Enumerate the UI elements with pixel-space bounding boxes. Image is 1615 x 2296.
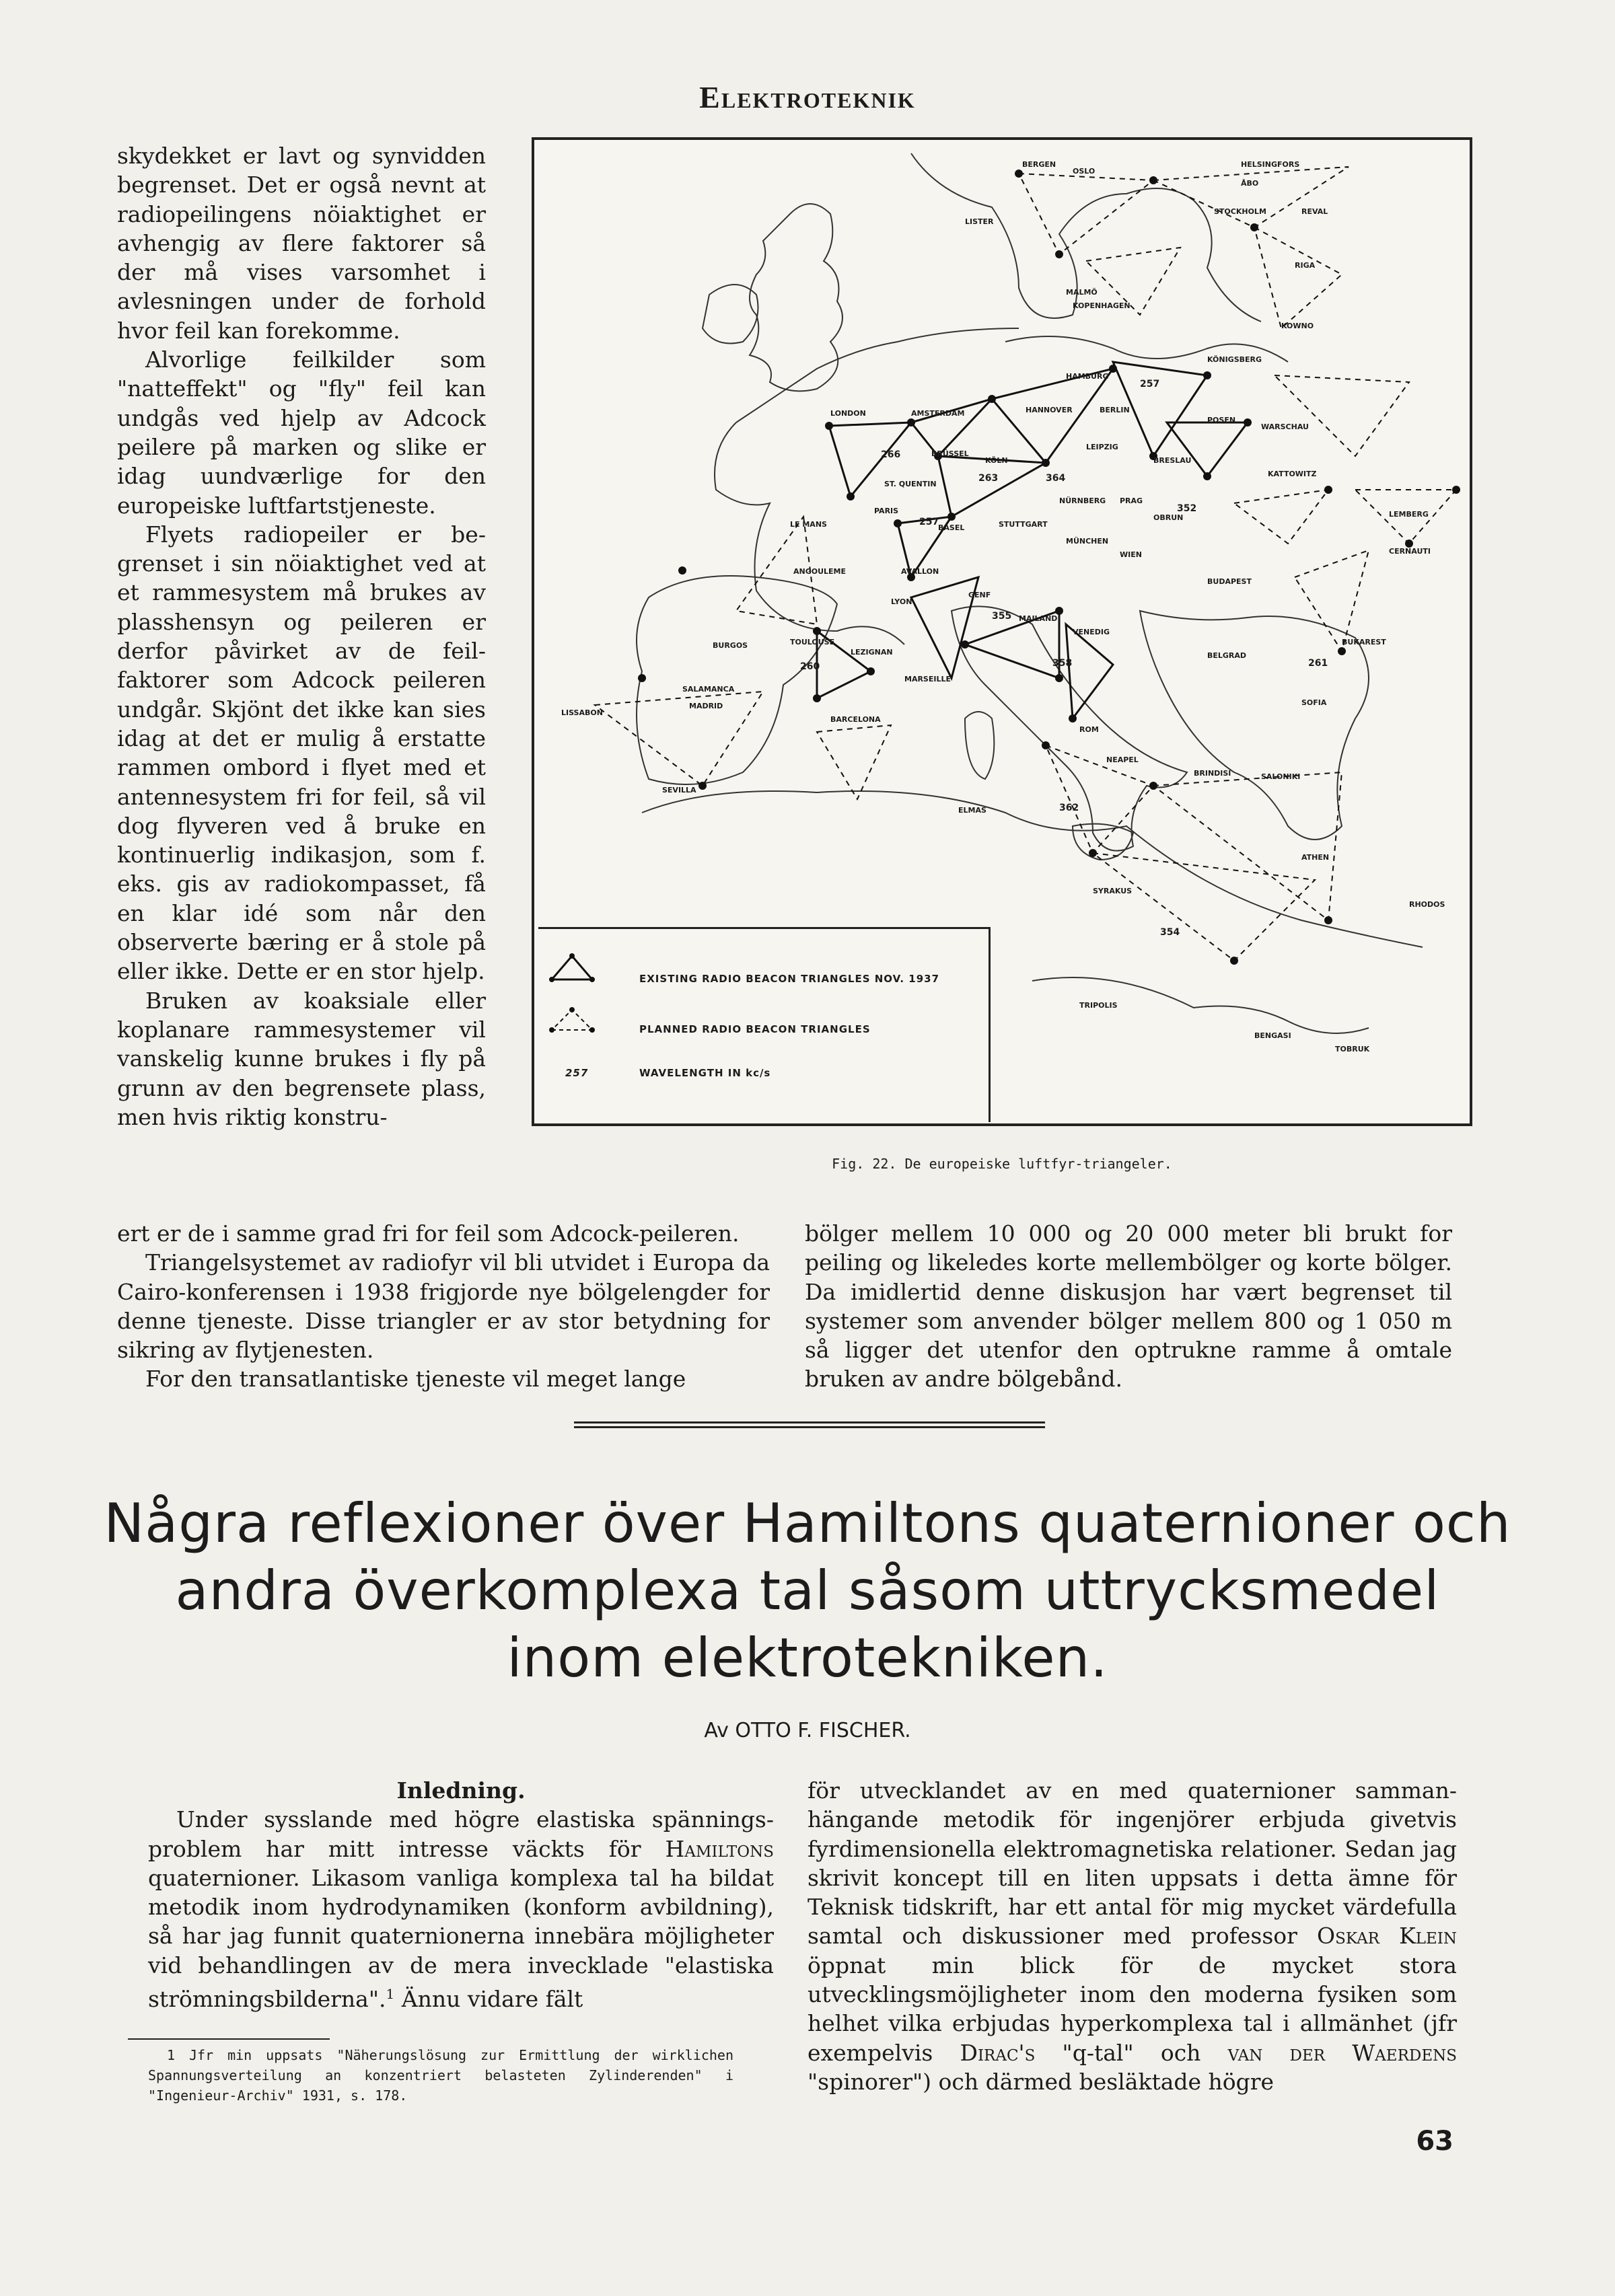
map-label-place: ROM xyxy=(1079,725,1099,734)
paragraph: Alvorlige feilkilder som "natteffekt" og "fly" feil kan undgås ved hjelp av Adcock peilere på marken og slike er idag uundværlige for den europeiske luftfartstjeneste. xyxy=(117,346,486,519)
legend-wavelength-value: 257 xyxy=(565,1067,589,1079)
paragraph xyxy=(148,1805,774,2013)
coastline-africa xyxy=(642,791,1423,947)
map-label-place: OBRUN xyxy=(1153,513,1184,522)
paragraph: Flyets radiopeiler er begrenset i sin nöiaktighet ved at et rammesystem må brukes av plasshensyn og peileren er derfor påvirket av de feilfaktorer som Adcock peileren undgår. Skjönt det ikke kan sies idag at det er mulig å erstatte rammen ombord i flyet med et antennesystem fri for feil, så vil dog flyveren ved å bruke en kontinuerlig indikasjon, som f. eks. gis av radiokompasset, få en klar idé som når den observerte bæring er å stole på eller ikke. Dette er en stor hjelp. xyxy=(117,521,486,985)
footnote-rule xyxy=(128,2038,330,2040)
map-label-place: POSEN xyxy=(1207,416,1236,424)
map-label-place: BARCELONA xyxy=(830,715,881,724)
text-run: "q-tal" och xyxy=(1035,2039,1201,2066)
map-label-place: BURGOS xyxy=(713,641,748,650)
map-label-place: WIEN xyxy=(1120,550,1142,559)
map-label-place: BASEL xyxy=(938,523,965,532)
map-label-place: VENEDIG xyxy=(1073,628,1110,636)
map-label-place: MARSEILLE xyxy=(904,675,951,683)
map-label-wavelength: 261 xyxy=(1308,658,1328,669)
map-label-place: SOFIA xyxy=(1301,698,1327,707)
map-label-wavelength: 260 xyxy=(800,661,820,672)
map-label-place: ÅBO xyxy=(1241,179,1259,188)
paragraph: bölger mellem 10 000 og 20 000 meter bli brukt for peiling og likeledes korte mellembölger og korte bölger. Da imidlertid denne diskusjon har vært begrenset til systemer som anvender bölger mellem 800 og 1 050 m så ligger det utenfor den optrukne ramme å omtale bruken av andre bölgebånd. xyxy=(805,1220,1452,1393)
map-label-place: MALMÖ xyxy=(1066,288,1098,297)
legend-existing: EXISTING RADIO BEACON TRIANGLES NOV. 1937 xyxy=(639,973,939,985)
map-label-place: LYON xyxy=(891,597,912,606)
map-label-place: TOBRUK xyxy=(1335,1045,1370,1053)
text-run: Under sysslande med högre elastiska spänningsproblem har mitt intresse väckts för xyxy=(148,1806,774,1862)
map-label-place: SALONIKI xyxy=(1261,772,1301,781)
map-label-place: ATHEN xyxy=(1301,853,1330,862)
text-run: öppnat min blick för de mycket stora utvecklingsmöjligheter inom den moderna fysiken som helhet vilka erbjudas hyperkomplexa tal i allmänhet (jfr exempelvis xyxy=(808,1952,1457,2066)
map-label-place: KOPENHAGEN xyxy=(1073,301,1130,310)
map-label-place: AMSTERDAM xyxy=(911,409,965,418)
map-label-place: BELGRAD xyxy=(1207,651,1247,660)
map-label-wavelength: 266 xyxy=(881,449,901,460)
article-left-column xyxy=(148,1776,774,2013)
name-van-der-waerden: van der Waerdens xyxy=(1227,2039,1457,2066)
coastline-continent xyxy=(736,328,1019,422)
article-right-column xyxy=(808,1776,1457,2096)
title-line: Några reflexioner över Hamiltons quaternioner och xyxy=(104,1492,1511,1555)
right-bottom-column xyxy=(805,1219,1452,1394)
coastline-iberia xyxy=(637,576,837,784)
legend-symbols xyxy=(538,929,633,1117)
footnote-text: 1 Jfr min uppsats "Näherungslösung zur Ermittlung der wirklichen Spannungsverteilung an konzentriert belasteten Zylinderenden" i "Ingenieur-Archiv" 1931, s. 178. xyxy=(148,2047,733,2104)
map-label-place: LISTER xyxy=(965,217,994,226)
map-label-place: LISSABON xyxy=(561,708,603,717)
map-label-place: SYRAKUS xyxy=(1093,887,1133,895)
map-label-wavelength: 263 xyxy=(978,473,999,484)
map-label-place: WARSCHAU xyxy=(1261,422,1309,431)
map-label-place: BUKAREST xyxy=(1342,638,1386,646)
map-label-place: KOWNO xyxy=(1281,322,1314,330)
map-label-place: LEIPZIG xyxy=(1086,443,1118,451)
map-label-place: BRÜSSEL xyxy=(931,449,969,458)
left-column xyxy=(117,141,486,1132)
map-label-place: MAILAND xyxy=(1019,614,1058,623)
coastline-italy xyxy=(952,606,1187,850)
coastline-france xyxy=(715,422,904,644)
map-label-place: RIGA xyxy=(1295,261,1316,270)
map-label-place: BERLIN xyxy=(1100,406,1130,414)
map-label-place: HAMBURG xyxy=(1066,372,1109,381)
map-label-place: NEAPEL xyxy=(1106,755,1139,764)
paragraph: Triangelsystemet av radiofyr vil bli utvidet i Europa da Cairo-konferensen i 1938 frigjorde nye bölgelengder for denne tjeneste. Disse triangler er av stor betydning for sikring av flytjenesten. xyxy=(117,1249,770,1364)
legend-wavelength-text: WAVELENGTH IN kc/s xyxy=(639,1067,771,1079)
map-label-place: BERGEN xyxy=(1022,160,1056,169)
text-run: för utvecklandet av en med quaternioner sammanhängande metodik för ingenjörer erbjuda givetvis fyrdimensionella elektromagnetiska relationer. Sedan jag skrivit koncept till en liten uppsats i detta ämne för Teknisk tidskrift, har ett antal för mig mycket värdefulla samtal och diskussioner med professor xyxy=(808,1777,1457,1950)
map-label-wavelength: 354 xyxy=(1160,927,1180,938)
name-klein: Oskar Klein xyxy=(1317,1923,1457,1950)
paragraph xyxy=(808,1776,1457,2096)
paragraph: skydekket er lavt og synvidden begrenset. Det er også nevnt at radiopeilingens nöiaktighet er avhengig av flere faktorer så der må vises varsomhet i avlesningen under de forhold hvor feil kan forekomme. xyxy=(117,143,486,344)
map-label-wavelength: 257 xyxy=(1140,379,1160,390)
map-label-place: KÖNIGSBERG xyxy=(1207,355,1262,364)
paragraph: For den transatlantiske tjeneste vil meget lange xyxy=(145,1366,686,1393)
map-label-wavelength: 362 xyxy=(1059,803,1079,813)
map-label-place: LE MANS xyxy=(790,520,827,529)
map-label-place: MÜNCHEN xyxy=(1066,537,1109,546)
article-title xyxy=(0,1490,1615,1692)
coastline-sardinia xyxy=(965,712,994,779)
map-label-place: NÜRNBERG xyxy=(1059,496,1106,505)
map-label-place: BRINDISI xyxy=(1194,769,1231,778)
map-label-place: RHODOS xyxy=(1409,900,1445,909)
map-label-place: CERNAUTI xyxy=(1389,547,1431,556)
name-hamilton: Hamiltons xyxy=(665,1835,774,1862)
map-label-place: SALAMANCA xyxy=(682,685,735,694)
map-label-place: HELSINGFORS xyxy=(1241,160,1300,169)
figure-caption: Fig. 22. De europeiske luftfyr-triangeler. xyxy=(832,1156,1172,1172)
beacon-dots xyxy=(638,170,1460,965)
map-label-wavelength: 358 xyxy=(1052,658,1073,669)
map-label-place: PRAG xyxy=(1120,496,1143,505)
map-label-place: LEMBERG xyxy=(1389,510,1429,519)
map-label-place: STOCKHOLM xyxy=(1214,207,1266,216)
map-label-wavelength: 352 xyxy=(1177,503,1197,514)
map-label-place: PARIS xyxy=(874,507,899,515)
map-label-place: MADRID xyxy=(689,702,723,710)
map-label-place: TRIPOLIS xyxy=(1079,1001,1118,1010)
map-label-place: KATTOWITZ xyxy=(1268,470,1317,478)
text-run: quaternioner. Likasom vanliga komplexa tal ha bildat metodik inom hydrodynamiken (konform avbildning), så har jag funnit quaternionerna innebära möjligheter vid behandlingen av de mera invecklade "elastiska strömningsbilderna". xyxy=(148,1864,774,2013)
map-label-place: ELMAS xyxy=(958,806,986,815)
map-label-wavelength: 364 xyxy=(1046,473,1066,484)
paragraph: Bruken av koaksiale eller koplanare rammesystemer vil vanskelig kunne brukes i fly på grunn av den begrensete plass, men hvis riktig konstru- xyxy=(117,987,486,1130)
map-label-place: BENGASI xyxy=(1254,1031,1291,1040)
map-label-wavelength: 355 xyxy=(992,611,1012,622)
name-dirac: Dirac's xyxy=(960,2039,1036,2066)
map-label-place: OSLO xyxy=(1073,167,1096,176)
map-label-place: BRESLAU xyxy=(1153,456,1192,465)
map-label-wavelength: 257 xyxy=(919,517,939,527)
left-bottom-column xyxy=(117,1219,770,1394)
map-legend xyxy=(538,927,991,1122)
footnote-ref: 1 xyxy=(386,1986,395,2003)
map-label-place: GENF xyxy=(968,591,991,599)
map-label-place: SEVILLA xyxy=(662,786,696,794)
running-header: Elektroteknik xyxy=(699,80,916,114)
map-label-place: AVALLON xyxy=(901,567,939,576)
paragraph: ert er de i samme grad fri for feil som Adcock-peileren. xyxy=(117,1220,740,1247)
map-label-place: ANGOULEME xyxy=(793,567,847,576)
map-label-place: TOULOUSE xyxy=(790,638,835,646)
page-number: 63 xyxy=(1416,2126,1454,2157)
map-label-place: HANNOVER xyxy=(1026,406,1073,414)
section-heading: Inledning. xyxy=(396,1777,526,1804)
article-author: Av OTTO F. FISCHER. xyxy=(704,1719,911,1742)
map-label-place: ST. QUENTIN xyxy=(884,480,937,488)
existing-triangles xyxy=(817,362,1248,718)
text-run: Ännu vidare fält xyxy=(394,1986,583,2013)
map-label-place: BUDAPEST xyxy=(1207,577,1252,586)
title-line: inom elektrotekniken. xyxy=(507,1627,1108,1689)
legend-planned: PLANNED RADIO BEACON TRIANGLES xyxy=(639,1023,871,1035)
map-label-place: LEZIGNAN xyxy=(851,648,893,657)
section-divider xyxy=(574,1421,1045,1428)
map-label-place: STUTTGART xyxy=(999,520,1048,529)
text-run: "spinorer") och därmed besläktade högre xyxy=(808,2068,1275,2095)
title-line: andra överkomplexa tal såsom uttrycksmedel xyxy=(175,1559,1440,1622)
coastline-balkans xyxy=(1140,611,1369,840)
footnote xyxy=(148,2045,733,2106)
map-label-place: KÖLN xyxy=(985,456,1008,465)
map-label-place: LONDON xyxy=(830,409,866,418)
map-label-place: REVAL xyxy=(1301,207,1328,216)
